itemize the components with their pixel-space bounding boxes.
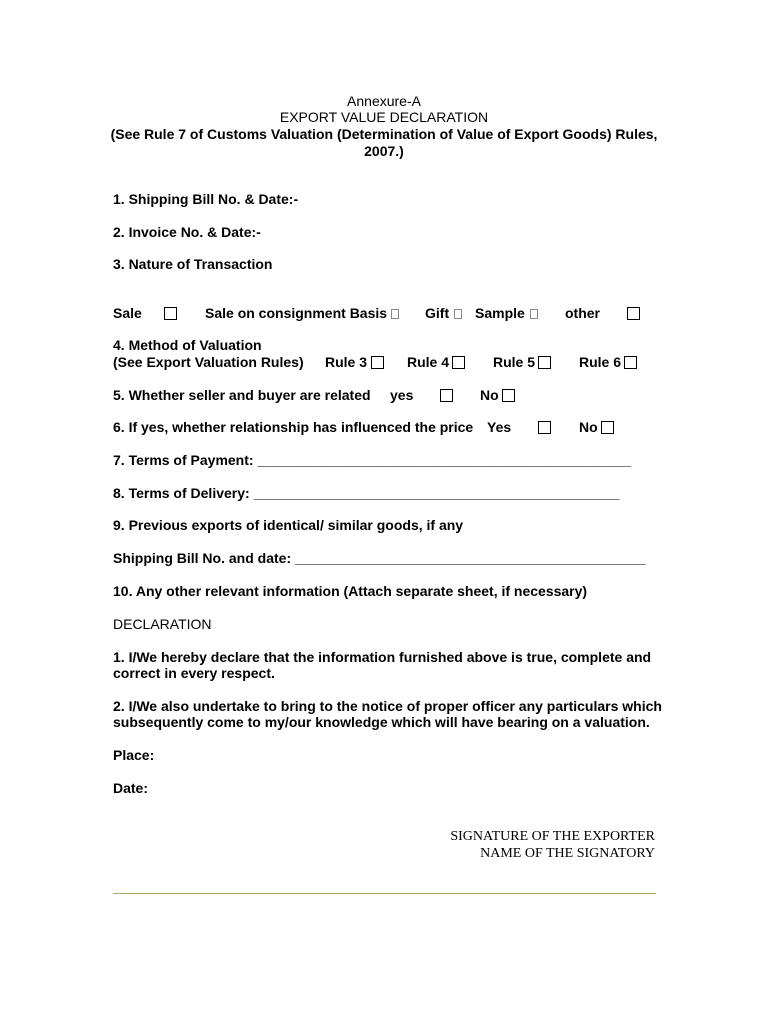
export-valuation-rules-label: (See Export Valuation Rules) — [113, 354, 304, 370]
consignment-checkbox[interactable] — [391, 309, 399, 319]
related-question: 5. Whether seller and buyer are related — [113, 387, 371, 403]
declaration-1-line1: 1. I/We hereby declare that the information furnished above is true, complete and — [113, 649, 652, 665]
rule3-label: Rule 3 — [325, 354, 368, 370]
sale-checkbox[interactable] — [164, 307, 177, 320]
shipping-bill-field: 1. Shipping Bill No. & Date:- — [113, 191, 299, 207]
form-subtitle-line2: 2007.) — [364, 143, 404, 159]
sample-checkbox[interactable] — [530, 309, 538, 319]
option-sample-label: Sample — [475, 305, 525, 321]
declaration-1-line2: correct in every respect. — [113, 665, 275, 681]
gift-checkbox[interactable] — [454, 309, 462, 319]
declaration-2-line1: 2. I/We also undertake to bring to the notice of proper officer any particulars which — [113, 698, 662, 714]
rule4-label: Rule 4 — [407, 354, 450, 370]
influenced-yes-checkbox[interactable] — [538, 421, 551, 434]
influenced-no-checkbox[interactable] — [601, 421, 614, 434]
rule5-checkbox[interactable] — [538, 356, 551, 369]
other-checkbox[interactable] — [627, 307, 640, 320]
influenced-question: 6. If yes, whether relationship has influenced the price — [113, 419, 474, 435]
related-yes-checkbox[interactable] — [440, 389, 453, 402]
signature-of-exporter: SIGNATURE OF THE EXPORTER — [450, 829, 655, 844]
terms-of-delivery-field: 8. Terms of Delivery: _______________________________________________ — [113, 485, 620, 501]
form-title: EXPORT VALUE DECLARATION — [279, 109, 489, 125]
rule4-checkbox[interactable] — [452, 356, 465, 369]
rule6-label: Rule 6 — [579, 354, 622, 370]
influenced-no-label: No — [579, 419, 598, 435]
method-of-valuation-label: 4. Method of Valuation — [113, 337, 262, 353]
annexure-label: Annexure-A — [347, 93, 421, 109]
invoice-field: 2. Invoice No. & Date:- — [113, 224, 261, 240]
rule5-label: Rule 5 — [493, 354, 536, 370]
previous-shipping-bill-field: Shipping Bill No. and date: _____________________________________________ — [113, 550, 646, 566]
rule6-checkbox[interactable] — [624, 356, 637, 369]
related-no-checkbox[interactable] — [502, 389, 515, 402]
related-no-label: No — [480, 387, 499, 403]
related-yes-label: yes — [390, 387, 414, 403]
option-sale-label: Sale — [113, 305, 142, 321]
previous-exports-label: 9. Previous exports of identical/ similar goods, if any — [113, 517, 464, 533]
influenced-yes-label: Yes — [487, 419, 512, 435]
terms-of-payment-field: 7. Terms of Payment: ________________________________________________ — [113, 452, 632, 468]
option-other-label: other — [565, 305, 600, 321]
option-consignment-label: Sale on consignment Basis — [205, 305, 388, 321]
form-subtitle-line1: (See Rule 7 of Customs Valuation (Determination of Value of Export Goods) Rules, — [110, 126, 658, 142]
declaration-2-line2: subsequently come to my/our knowledge which will have bearing on a valuation. — [113, 714, 650, 730]
nature-of-transaction-label: 3. Nature of Transaction — [113, 256, 273, 272]
footer-divider — [113, 893, 656, 894]
other-info-label: 10. Any other relevant information (Attach separate sheet, if necessary) — [113, 583, 588, 599]
place-label: Place: — [113, 747, 155, 763]
option-gift-label: Gift — [425, 305, 450, 321]
declaration-heading: DECLARATION — [113, 616, 212, 632]
rule3-checkbox[interactable] — [371, 356, 384, 369]
name-of-signatory: NAME OF THE SIGNATORY — [480, 846, 655, 861]
date-label: Date: — [113, 780, 149, 796]
